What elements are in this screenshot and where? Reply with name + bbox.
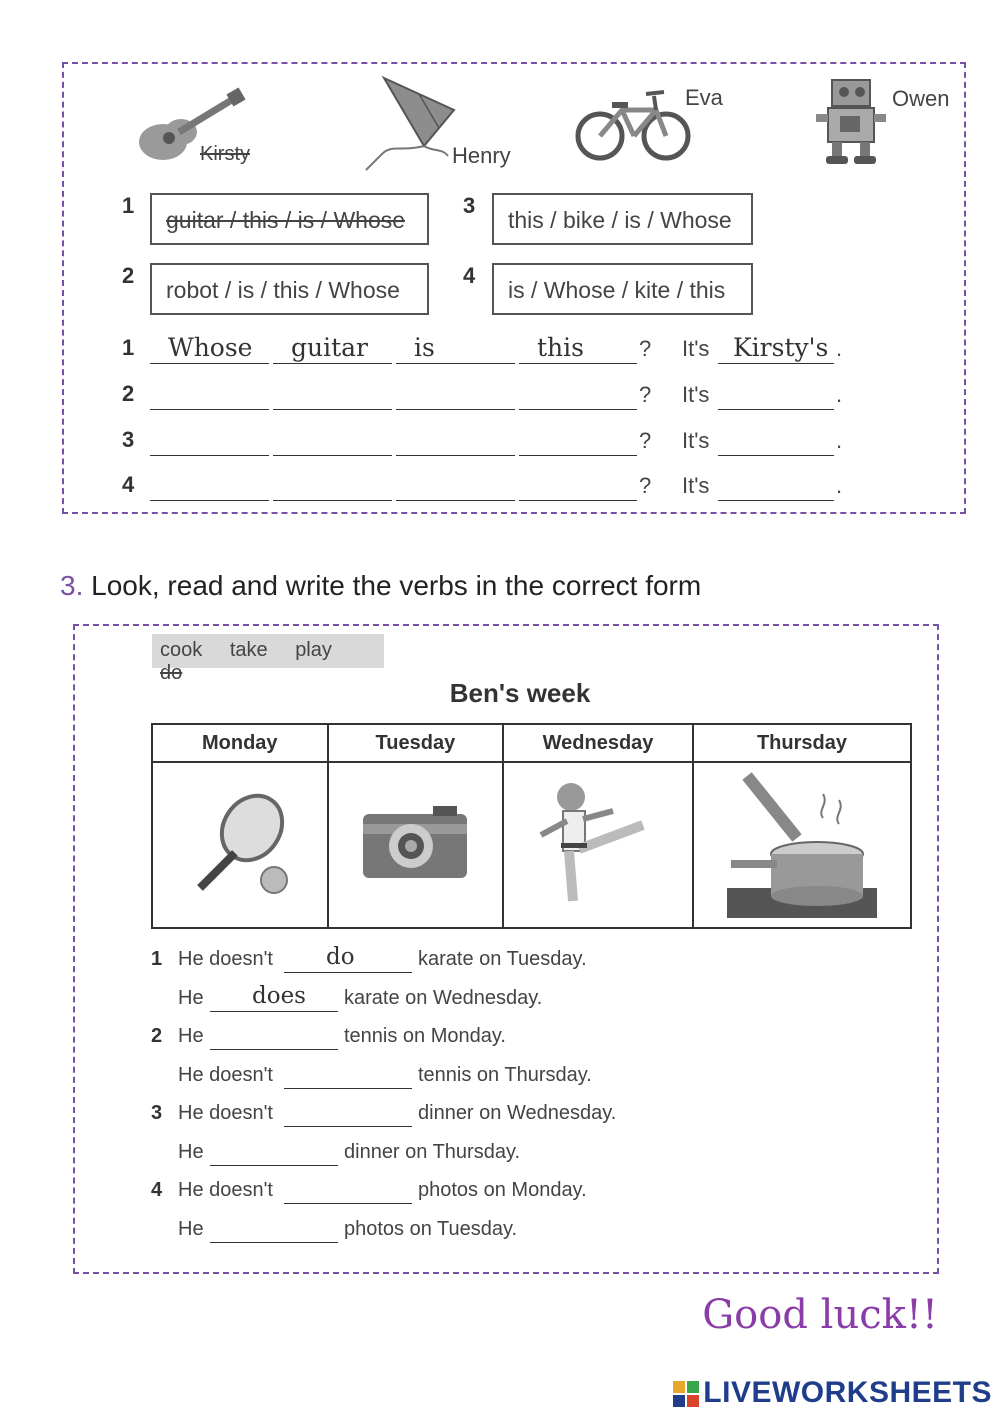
robot-image [814,76,894,168]
box-number-3: 3 [463,193,476,218]
day-thursday: Thursday [693,724,911,762]
answer-blank[interactable] [396,363,515,364]
owner-answer: Kirsty's [733,333,829,362]
verb-answer: do [326,944,355,970]
sentence-end: karate on Wednesday. [344,987,543,1009]
sentence-number: 3 [151,1102,163,1124]
verb-blank[interactable] [284,1203,412,1204]
verb-blank[interactable] [210,1242,338,1243]
verb-blank[interactable] [210,1049,338,1050]
sentence-end: photos on Monday. [418,1179,587,1201]
day-wednesday: Wednesday [503,724,693,762]
verb-bank [152,634,384,684]
period: . [836,473,843,498]
period: . [836,428,843,453]
owner-blank[interactable] [718,455,834,456]
answer-blank[interactable] [396,500,515,501]
exercise-3-instruction: Look, read and write the verbs in the correct form [91,570,702,601]
its-label: It's [682,336,710,361]
answer-blank[interactable] [396,409,515,410]
tennis-racket-icon [180,788,300,898]
owner-blank[interactable] [718,500,834,501]
verb-blank[interactable] [284,1126,412,1127]
answer-blank[interactable] [150,363,269,364]
sentence-end: dinner on Wednesday. [418,1102,617,1124]
wednesday-picture [503,762,693,928]
exercise-3-number: 3. [60,570,84,601]
answer-word: guitar [291,333,369,362]
answer-word: this [537,333,584,362]
answer-word: is [414,333,435,362]
verb-answer: does [252,983,306,1009]
word-box-3: this / bike / is / Whose [492,193,753,245]
verb-take: take [229,639,268,661]
answer-blank[interactable] [150,409,269,410]
answer-blank[interactable] [519,409,637,410]
liveworksheets-logo-icon [673,1381,699,1407]
name-eva: Eva [685,85,723,110]
day-tuesday: Tuesday [328,724,504,762]
good-luck-text: Good luck!! [702,1292,938,1338]
monday-picture [152,762,328,928]
bike-image [574,84,696,164]
box-number-2: 2 [122,263,135,288]
exercise-3-title [60,570,701,602]
thursday-picture [693,762,911,928]
sentence-start: He doesn't [178,1064,273,1086]
tuesday-picture [328,762,504,928]
word-box-2: robot / is / this / Whose [150,263,429,315]
its-label: It's [682,382,710,407]
sentence-end: tennis on Thursday. [418,1064,592,1086]
its-label: It's [682,428,710,453]
verb-blank[interactable] [210,1011,338,1012]
sentence-end: photos on Tuesday. [344,1218,518,1240]
cooking-pot-icon [727,768,877,918]
brand-logo[interactable] [673,1376,992,1410]
bens-week-table [151,723,912,929]
answer-blank[interactable] [396,455,515,456]
sentence-start: He doesn't [178,948,273,970]
table-title: Ben's week [449,678,591,708]
period: . [836,382,843,407]
answer-blank[interactable] [273,455,392,456]
word-box-4: is / Whose / kite / this [492,263,753,315]
answer-blank[interactable] [519,363,637,364]
name-kirsty: Kirsty [200,143,250,165]
word-box-1: guitar / this / is / Whose [150,193,429,245]
verb-blank[interactable] [284,972,412,973]
sentence-end: dinner on Thursday. [344,1141,521,1163]
owner-blank[interactable] [718,409,834,410]
sentence-start: He [178,987,204,1009]
box-number-4: 4 [463,263,476,288]
karate-boy-icon [533,773,663,913]
sentence-number: 1 [151,948,163,970]
answer-blank[interactable] [273,500,392,501]
question-mark: ? [639,473,652,498]
answer-row-number: 3 [122,427,135,452]
verb-play: play [295,639,332,661]
answer-row-number: 2 [122,381,135,406]
box-number-1: 1 [122,193,135,218]
answer-blank[interactable] [273,409,392,410]
brand-text: LIVEWORKSHEETS [703,1376,992,1409]
answer-blank[interactable] [150,455,269,456]
period: . [836,336,843,361]
verb-do: do [160,662,183,684]
sentence-end: karate on Tuesday. [418,948,587,970]
sentence-start: He [178,1141,204,1163]
its-label: It's [682,473,710,498]
answer-blank[interactable] [519,500,637,501]
question-mark: ? [639,428,652,453]
sentence-number: 4 [151,1179,163,1201]
sentence-end: tennis on Monday. [344,1025,506,1047]
name-owen: Owen [892,86,950,111]
day-monday: Monday [152,724,328,762]
sentence-start: He [178,1218,204,1240]
answer-blank[interactable] [150,500,269,501]
answer-row-number: 1 [122,335,135,360]
verb-blank[interactable] [284,1088,412,1089]
answer-row-number: 4 [122,472,135,497]
sentence-start: He doesn't [178,1102,273,1124]
question-mark: ? [639,382,652,407]
sentence-start: He doesn't [178,1179,273,1201]
question-mark: ? [639,336,652,361]
camera-icon [355,798,475,888]
sentence-start: He [178,1025,204,1047]
answer-word: Whose [168,333,253,362]
sentence-number: 2 [151,1025,163,1047]
name-henry: Henry [452,143,511,168]
owner-blank[interactable] [718,363,834,364]
answer-blank[interactable] [273,363,392,364]
verb-blank[interactable] [210,1165,338,1166]
verb-cook: cook [160,639,203,661]
answer-blank[interactable] [519,455,637,456]
